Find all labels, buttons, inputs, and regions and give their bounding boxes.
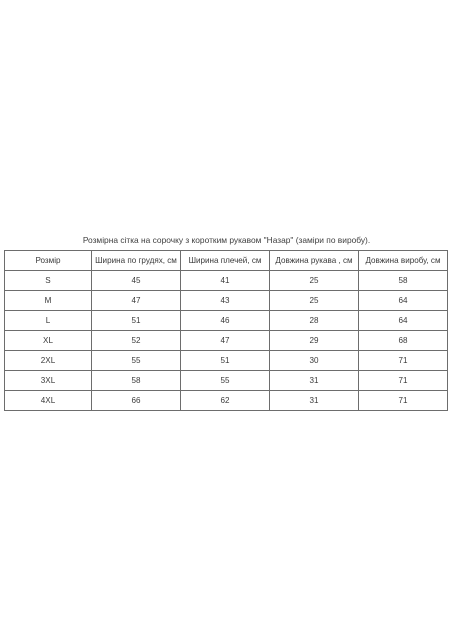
cell-garment-length: 71 [359,391,448,411]
table-row [5,371,448,391]
table-row [5,331,448,351]
table-header-row [5,251,448,271]
cell-garment-length: 68 [359,331,448,351]
cell-shoulder-width: 55 [181,371,270,391]
header-shoulder-width: Ширина плечей, см [181,251,270,271]
cell-sleeve-length: 31 [270,371,359,391]
cell-sleeve-length: 31 [270,391,359,411]
cell-chest-width: 52 [92,331,181,351]
cell-shoulder-width: 51 [181,351,270,371]
cell-size: S [5,271,92,291]
table-row [5,271,448,291]
table-row [5,351,448,371]
cell-garment-length: 58 [359,271,448,291]
cell-chest-width: 55 [92,351,181,371]
cell-garment-length: 71 [359,371,448,391]
cell-sleeve-length: 25 [270,291,359,311]
cell-chest-width: 51 [92,311,181,331]
cell-size: 3XL [5,371,92,391]
header-sleeve-length: Довжина рукава , см [270,251,359,271]
table-row [5,291,448,311]
table-row [5,391,448,411]
cell-sleeve-length: 28 [270,311,359,331]
cell-size: L [5,311,92,331]
cell-size: 2XL [5,351,92,371]
table-row [5,311,448,331]
cell-chest-width: 66 [92,391,181,411]
header-garment-length: Довжина виробу, см [359,251,448,271]
cell-chest-width: 47 [92,291,181,311]
cell-garment-length: 64 [359,291,448,311]
header-size: Розмір [5,251,92,271]
cell-shoulder-width: 47 [181,331,270,351]
size-chart-table [4,250,448,411]
cell-sleeve-length: 25 [270,271,359,291]
cell-sleeve-length: 30 [270,351,359,371]
header-chest-width: Ширина по грудях, см [92,251,181,271]
cell-shoulder-width: 46 [181,311,270,331]
cell-shoulder-width: 62 [181,391,270,411]
cell-shoulder-width: 41 [181,271,270,291]
cell-chest-width: 58 [92,371,181,391]
cell-size: 4XL [5,391,92,411]
table-caption: Розмірна сітка на сорочку з коротким рукавом "Назар" (заміри по виробу). [82,235,371,245]
cell-sleeve-length: 29 [270,331,359,351]
cell-shoulder-width: 43 [181,291,270,311]
cell-size: XL [5,331,92,351]
cell-chest-width: 45 [92,271,181,291]
cell-garment-length: 71 [359,351,448,371]
cell-garment-length: 64 [359,311,448,331]
cell-size: M [5,291,92,311]
